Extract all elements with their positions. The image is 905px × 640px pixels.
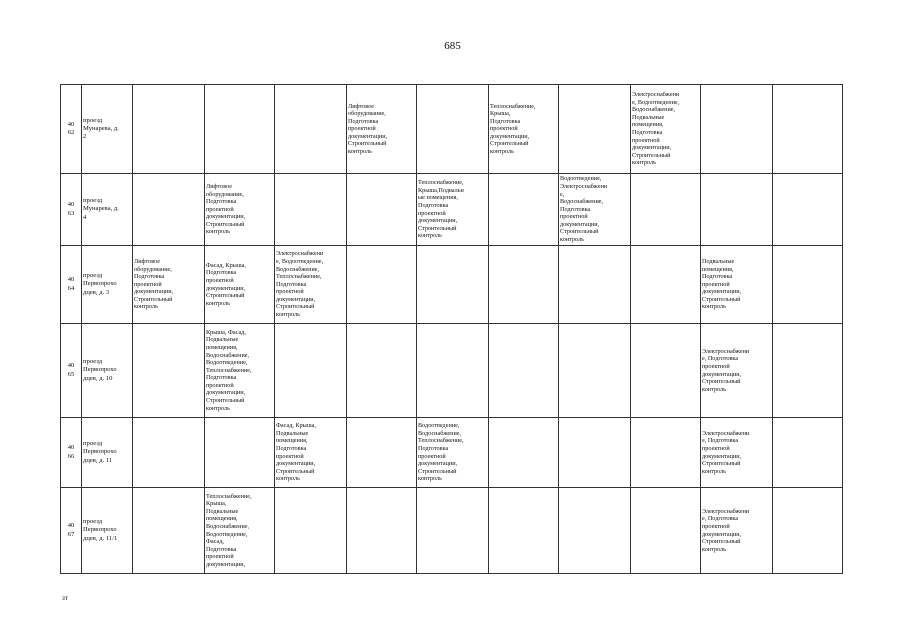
work-cell: Фасад, Крыша, Подготовка проектной документации, Строительный контроль: [205, 246, 275, 324]
row-number: 40 67: [61, 488, 82, 574]
work-cell: [205, 85, 275, 174]
work-cell: [417, 324, 489, 418]
work-cell: Электроснабжени е, Водоотведение, Водоснабжение, Теплоснабжение, Подготовка проектной документации, Строительный контроль: [275, 246, 347, 324]
repair-schedule-table: [60, 84, 843, 574]
page-number: 685: [444, 40, 461, 52]
work-cell: [417, 488, 489, 574]
work-cell: [631, 246, 701, 324]
work-cell: [559, 324, 631, 418]
address-cell: проезд Первопрохо дцев, д. 11/1: [82, 488, 133, 574]
work-cell: [559, 85, 631, 174]
work-cell: Электроснабжени е, Подготовка проектной документации, Строительный контроль: [701, 324, 773, 418]
work-cell: [275, 488, 347, 574]
work-cell: Теплоснабжение, Крыша,Подвальн ые помещения, Подготовка проектной документации, Строительный контроль: [417, 174, 489, 246]
work-cell: [631, 174, 701, 246]
work-cell: [347, 324, 417, 418]
work-cell: Фасад, Крыша, Подвальные помещения, Подготовка проектной документации, Строительный контроль: [275, 418, 347, 488]
work-cell: Лифтовое оборудование, Подготовка проектной документации, Строительный контроль: [133, 246, 205, 324]
work-cell: [133, 418, 205, 488]
work-cell: [275, 324, 347, 418]
work-cell: [489, 488, 559, 574]
work-cell: [559, 488, 631, 574]
work-cell: [773, 488, 843, 574]
work-cell: [489, 246, 559, 324]
work-cell: Водоотведение, Электроснабжени е, Водоснабжение, Подготовка проектной документации, Строительный контроль: [559, 174, 631, 246]
table-row: [61, 418, 843, 488]
address-cell: проезд Мунарева, д. 4: [82, 174, 133, 246]
work-cell: Водоотведение, Водоснабжение, Теплоснабжение, Подготовка проектной документации, Строительный контроль: [417, 418, 489, 488]
work-cell: [347, 418, 417, 488]
address-cell: проезд Первопрохо дцев, д. 11: [82, 418, 133, 488]
work-cell: [417, 246, 489, 324]
work-cell: [773, 174, 843, 246]
work-cell: [773, 324, 843, 418]
footer-code: зт: [62, 594, 68, 602]
work-cell: Лифтовое оборудование, Подготовка проектной документации, Строительный контроль: [347, 85, 417, 174]
work-cell: [701, 85, 773, 174]
work-cell: [773, 85, 843, 174]
row-number: 40 62: [61, 85, 82, 174]
work-cell: [133, 174, 205, 246]
work-cell: Электроснабжени е, Водоотведение, Водоснабжение, Подвальные помещения, Подготовка проектной документации, Строительный контроль: [631, 85, 701, 174]
work-cell: Лифтовое оборудование, Подготовка проектной документации, Строительный контроль: [205, 174, 275, 246]
work-cell: [133, 488, 205, 574]
work-cell: Электроснабжени е, Подготовка проектной документации, Строительный контроль: [701, 488, 773, 574]
work-cell: [133, 324, 205, 418]
work-cell: [559, 246, 631, 324]
work-cell: [417, 85, 489, 174]
work-cell: [559, 418, 631, 488]
work-cell: Подвальные помещения, Подготовка проектной документации, Строительный контроль: [701, 246, 773, 324]
work-cell: Теплоснабжение, Крыша, Подвальные помещения, Водоснабжение, Водоотведение, Фасад, Подготовка проектной документации,: [205, 488, 275, 574]
work-cell: [347, 174, 417, 246]
work-cell: [773, 418, 843, 488]
work-cell: [631, 488, 701, 574]
work-cell: [631, 418, 701, 488]
work-cell: [275, 174, 347, 246]
work-cell: [347, 246, 417, 324]
work-cell: [489, 174, 559, 246]
work-cell: [631, 324, 701, 418]
table-row: [61, 488, 843, 574]
work-cell: Теплоснабжение, Крыша, Подготовка проектной документации, Строительный контроль: [489, 85, 559, 174]
table-row: [61, 324, 843, 418]
work-cell: Крыша, Фасад, Подвальные помещения, Водоснабжение, Водоотведение, Теплоснабжение, Подготовка проектной документации, Строительный контроль: [205, 324, 275, 418]
work-cell: [489, 418, 559, 488]
table-row: [61, 174, 843, 246]
work-cell: Электроснабжени е, Подготовка проектной документации, Строительный контроль: [701, 418, 773, 488]
row-number: 40 65: [61, 324, 82, 418]
work-cell: [773, 246, 843, 324]
table-row: [61, 85, 843, 174]
row-number: 40 64: [61, 246, 82, 324]
table-row: [61, 246, 843, 324]
work-cell: [347, 488, 417, 574]
row-number: 40 63: [61, 174, 82, 246]
address-cell: проезд Мунарева, д. 2: [82, 85, 133, 174]
address-cell: проезд Первопрохо дцев, д. 10: [82, 324, 133, 418]
address-cell: проезд Первопрохо дцев, д. 3: [82, 246, 133, 324]
work-cell: [489, 324, 559, 418]
work-cell: [701, 174, 773, 246]
work-cell: [133, 85, 205, 174]
work-cell: [205, 418, 275, 488]
work-cell: [275, 85, 347, 174]
row-number: 40 66: [61, 418, 82, 488]
